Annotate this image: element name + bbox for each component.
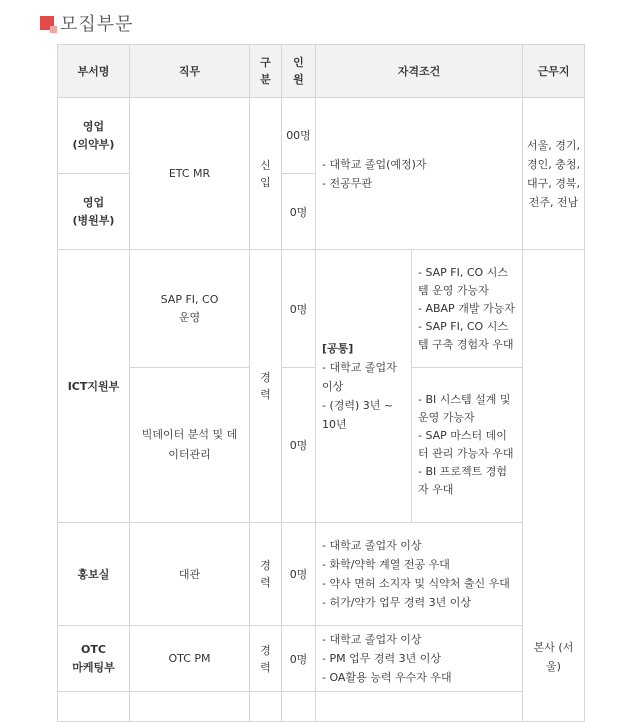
dept-name: 영업 bbox=[82, 119, 105, 133]
dept-name: OTC bbox=[81, 642, 106, 656]
qualification-item: - 대학교 졸업(예정)자 bbox=[322, 157, 427, 171]
table-row bbox=[58, 98, 585, 174]
section-title: 모집부문 bbox=[60, 14, 134, 35]
recruitment-table bbox=[57, 44, 585, 722]
count-cell: 0명 bbox=[282, 250, 316, 368]
dept-cell: 홍보실 bbox=[58, 523, 130, 626]
section-heading bbox=[40, 10, 134, 36]
qualification-item: - ABAP 개발 가능자 bbox=[418, 301, 515, 315]
type-cell: 경력 bbox=[250, 250, 282, 523]
qualification-cell bbox=[316, 523, 523, 626]
qualification-cell bbox=[316, 98, 523, 250]
qualification-item: - OA활용 능력 우수자 우대 bbox=[322, 671, 452, 684]
qualification-item: - SAP FI, CO 시스템 운영 가능자 bbox=[418, 265, 508, 297]
dept-name: 영업 bbox=[82, 195, 105, 209]
job-cell: 대관 bbox=[130, 523, 250, 626]
job-cell: ETC MR bbox=[130, 98, 250, 250]
qualification-item: - 대학교 졸업자 이상 bbox=[322, 539, 422, 552]
qualification-item: - 전공무관 bbox=[322, 176, 372, 190]
qualification-item: - 약사 면허 소지자 및 식약처 출신 우대 bbox=[322, 577, 510, 590]
header-qualification: 자격조건 bbox=[316, 45, 523, 98]
qualification-item: - BI 프로젝트 경험자 우대 bbox=[418, 465, 508, 496]
dept-sub: (병원부) bbox=[72, 213, 115, 227]
heading-marker-icon bbox=[40, 16, 54, 30]
count-cell bbox=[282, 692, 316, 722]
location-cell-empty bbox=[523, 250, 585, 368]
dept-sub: 마케팅부 bbox=[72, 660, 115, 674]
job-cell: 빅데이터 분석 및 데이터관리 bbox=[130, 368, 250, 523]
dept-cell: ICT지원부 bbox=[58, 250, 130, 523]
qualification-item: - 대학교 졸업자 이상 bbox=[322, 360, 397, 393]
header-location: 근무지 bbox=[523, 45, 585, 98]
count-cell: 00명 bbox=[282, 98, 316, 174]
type-cell: 경력 bbox=[250, 523, 282, 626]
header-dept: 부서명 bbox=[58, 45, 130, 98]
qualification-cell bbox=[316, 626, 523, 692]
qualification-cell bbox=[316, 692, 523, 722]
table-row bbox=[58, 523, 585, 626]
job-line: 운영 bbox=[178, 310, 201, 324]
qualification-item: - SAP 마스터 데이터 관리 가능자 우대 bbox=[418, 429, 514, 460]
qualification-list bbox=[322, 155, 516, 193]
header-job: 직무 bbox=[130, 45, 250, 98]
header-type: 구분 bbox=[250, 45, 282, 98]
dept-cell bbox=[58, 174, 130, 250]
qualification-item: - PM 업무 경력 3년 이상 bbox=[322, 652, 441, 665]
job-cell bbox=[130, 250, 250, 368]
qualification-item: - (경력) 3년 ~ 10년 bbox=[322, 398, 394, 431]
table-row bbox=[58, 250, 585, 368]
qualification-item: - 허가/약가 업무 경력 3년 이상 bbox=[322, 596, 472, 609]
count-cell: 0명 bbox=[282, 174, 316, 250]
qualification-item: - BI 시스템 설계 및 운영 가능자 bbox=[418, 393, 511, 424]
type-cell: 신입 bbox=[250, 98, 282, 250]
location-cell-empty bbox=[523, 368, 585, 523]
dept-sub: (의약부) bbox=[72, 137, 115, 151]
location-cell-empty bbox=[523, 523, 585, 626]
job-line: SAP FI, CO bbox=[160, 292, 219, 306]
count-cell: 0명 bbox=[282, 626, 316, 692]
location-cell: 본사 (서울) bbox=[523, 626, 585, 722]
location-cell: 서울, 경기, 경인, 충청, 대구, 경북, 전주, 전남 bbox=[523, 98, 585, 250]
dept-cell bbox=[58, 626, 130, 692]
job-cell: OTC PM bbox=[130, 626, 250, 692]
qualification-cell bbox=[412, 368, 523, 523]
table-header-row bbox=[58, 45, 585, 98]
count-cell: 0명 bbox=[282, 523, 316, 626]
job-cell bbox=[130, 692, 250, 722]
dept-cell bbox=[58, 692, 130, 722]
type-cell bbox=[250, 692, 282, 722]
common-title: [공통] bbox=[322, 341, 354, 355]
common-qualification-cell bbox=[316, 250, 412, 523]
qualification-cell bbox=[412, 250, 523, 368]
qualification-item: - SAP FI, CO 시스템 구축 경험자 우대 bbox=[418, 319, 514, 351]
header-count: 인원 bbox=[282, 45, 316, 98]
table-row bbox=[58, 626, 585, 692]
qualification-item: - 화학/약학 계열 전공 우대 bbox=[322, 558, 450, 571]
table-row bbox=[58, 692, 585, 722]
type-cell: 경력 bbox=[250, 626, 282, 692]
dept-cell bbox=[58, 98, 130, 174]
count-cell: 0명 bbox=[282, 368, 316, 523]
qualification-item: - 대학교 졸업자 이상 bbox=[322, 633, 422, 646]
